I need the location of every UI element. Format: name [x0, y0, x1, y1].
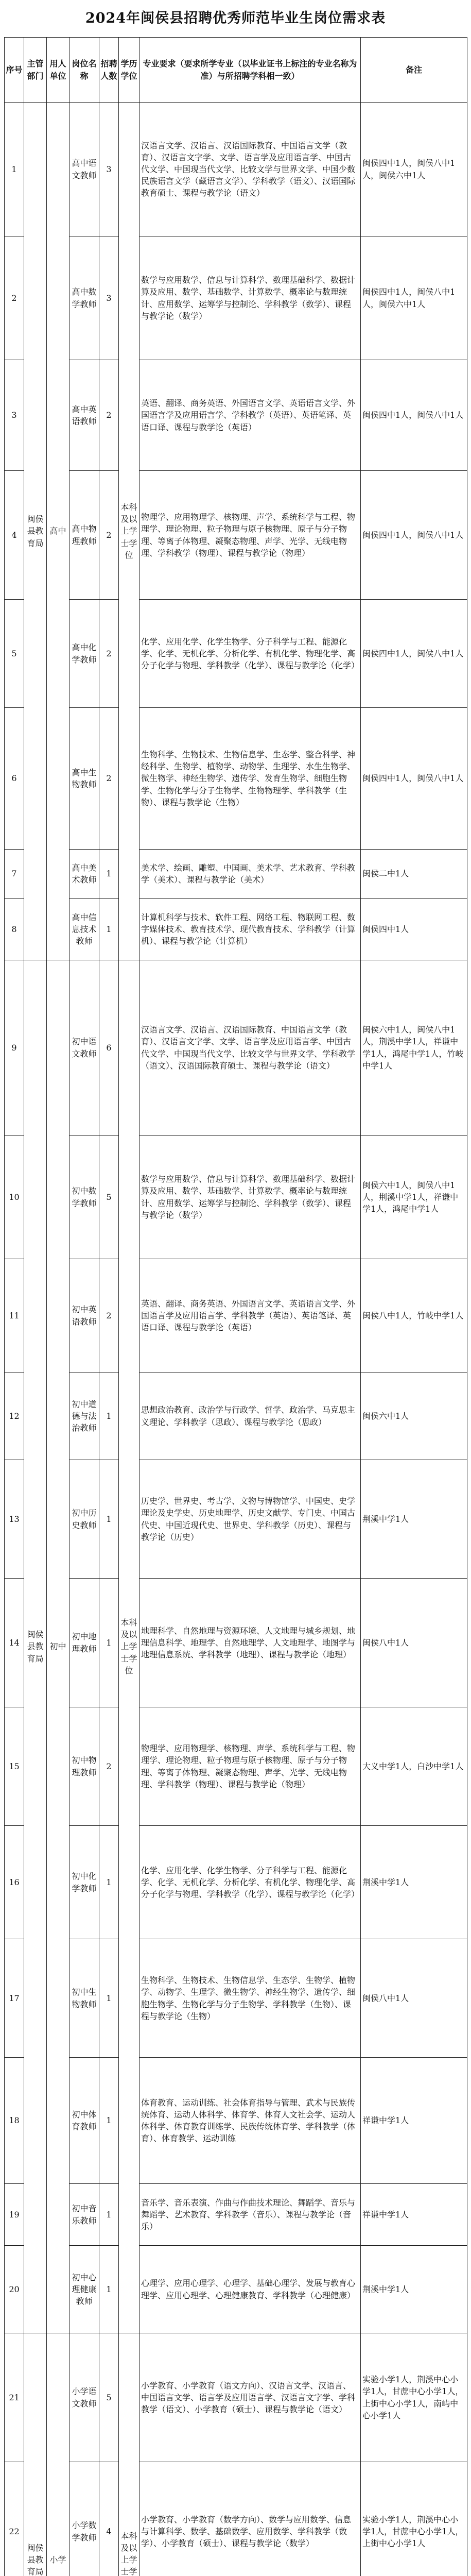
page-title: 2024年闽侯县招聘优秀师范毕业生岗位需求表 — [85, 10, 386, 26]
row-count: 5 — [99, 2333, 119, 2462]
row-post: 高中语文教师 — [69, 103, 99, 236]
table-row — [5, 1939, 467, 2058]
row-major: 小学教育、小学教育（语文方向）、汉语言文学、汉语言、中国语言文学、语言学及应用语言学、汉语言文字学、学科教学（语文）、小学教育（硕士）、课程与教学论（语文） — [139, 2333, 361, 2462]
row-major: 物理学、应用物理学、核物理、声学、系统科学与工程、物理学、理论物理、粒子物理与原子核物理、原子与分子物理、等离子体物理、凝聚态物理、声学、光学、无线电物理、学科教学（物理）、课程与教学论（物理） — [139, 471, 361, 600]
row-count: 1 — [99, 850, 119, 899]
row-seq: 9 — [5, 960, 24, 1136]
row-seq: 12 — [5, 1372, 24, 1460]
row-count: 5 — [99, 1136, 119, 1259]
row-post: 高中美术教师 — [69, 850, 99, 899]
row-count: 4 — [99, 2462, 119, 2576]
row-remark: 闽侯四中1人 — [361, 899, 467, 960]
row-count: 2 — [99, 1259, 119, 1372]
row-major: 汉语言文学、汉语言、汉语国际教育、中国语言文学（教育）、汉语言文字学、文学、语言学及应用语言学、中国古代文学、中国现当代文学、比较文学与世界文学、中国少数民族语言文学（藏语言文学）、学科教学（语文）、汉语国际教育硕士、课程与教学论（语文） — [139, 103, 361, 236]
row-remark: 闽侯四中1人，闽侯八中1人 — [361, 708, 467, 850]
row-post: 初中数学教师 — [69, 1136, 99, 1259]
row-major: 小学教育、小学教育（数学方向）、数学与应用数学、信息与计算科学、数学、基础数学、应用数学、学科教学（数学）、小学教育（硕士）、课程与教学论（数学） — [139, 2462, 361, 2576]
row-remark: 闽侯八中1人 — [361, 1939, 467, 2058]
row-major: 化学、应用化学、化学生物学、分子科学与工程、能源化学、化学、无机化学、分析化学、有机化学、物理化学、高分子化学与物理、学科教学（化学）、课程与教学论（化学） — [139, 600, 361, 708]
row-remark: 荆溪中学1人 — [361, 1460, 467, 1579]
row-count: 2 — [99, 1707, 119, 1826]
row-seq: 5 — [5, 600, 24, 708]
row-count: 3 — [99, 236, 119, 360]
table-row — [5, 2333, 467, 2462]
row-count: 1 — [99, 1939, 119, 2058]
row-remark: 大义中学1人，白沙中学1人 — [361, 1707, 467, 1826]
row-major: 计算机科学与技术、软件工程、网络工程、物联网工程、数字媒体技术、教育技术学、现代教育技术、学科教学（计算机）、课程与教学论（计算机） — [139, 899, 361, 960]
row-major: 英语、翻译、商务英语、外国语言文学、英语语言文学、外国语言学及应用语言学、学科教学（英语）、英语笔译、英语口译、课程与教学论（英语） — [139, 360, 361, 471]
row-remark: 实验小学1人，荆溪中心小学1人，甘蔗中心小学1人，上街中心小学1人，南屿中心小学1人 — [361, 2333, 467, 2462]
row-remark: 闽侯六中1人，闽侯八中1人，荆溪中学1人，祥谦中学1人，鸿尾中学1人 — [361, 1136, 467, 1259]
dept-cell: 闽侯县教育局 — [24, 2333, 47, 2576]
table-row — [5, 2058, 467, 2184]
row-count: 1 — [99, 899, 119, 960]
table-row — [5, 960, 467, 1136]
row-seq: 18 — [5, 2058, 24, 2184]
row-post: 高中物理教师 — [69, 471, 99, 600]
recruitment-table — [4, 37, 467, 2576]
header-post: 岗位名称 — [69, 38, 99, 103]
row-major: 美术学、绘画、雕塑、中国画、美术学、艺术教育、学科教学（美术）、课程与教学论（美术） — [139, 850, 361, 899]
table-row — [5, 1826, 467, 1939]
table-row — [5, 2184, 467, 2246]
row-post: 高中数学教师 — [69, 236, 99, 360]
row-post: 高中信息技术教师 — [69, 899, 99, 960]
table-row — [5, 1707, 467, 1826]
row-post: 初中英语教师 — [69, 1259, 99, 1372]
row-seq: 20 — [5, 2246, 24, 2333]
school-level-cell: 初中 — [47, 960, 69, 2333]
row-remark: 闽侯二中1人 — [361, 850, 467, 899]
row-seq: 8 — [5, 899, 24, 960]
row-remark: 荆溪中学1人 — [361, 1826, 467, 1939]
row-count: 1 — [99, 1372, 119, 1460]
row-major: 音乐学、音乐表演、作曲与作曲技术理论、舞蹈学、音乐与舞蹈学、艺术教育、学科教学（音乐）、课程与教学论（音乐） — [139, 2184, 361, 2246]
row-remark: 闽侯四中1人，闽侯八中1人 — [361, 360, 467, 471]
table-row — [5, 600, 467, 708]
row-count: 2 — [99, 360, 119, 471]
header-seq: 序号 — [5, 38, 24, 103]
row-post: 高中生物教师 — [69, 708, 99, 850]
row-count: 2 — [99, 708, 119, 850]
header-unit: 用人单位 — [47, 38, 69, 103]
row-seq: 14 — [5, 1579, 24, 1707]
row-seq: 13 — [5, 1460, 24, 1579]
row-count: 1 — [99, 2246, 119, 2333]
table-body — [5, 103, 467, 2576]
row-post: 初中道德与法治教师 — [69, 1372, 99, 1460]
row-post: 初中音乐教师 — [69, 2184, 99, 2246]
row-major: 化学、应用化学、化学生物学、分子科学与工程、能源化学、化学、无机化学、分析化学、有机化学、物理化学、高分子化学与物理、学科教学（化学）、课程与教学论（化学） — [139, 1826, 361, 1939]
row-count: 2 — [99, 600, 119, 708]
table-row — [5, 1579, 467, 1707]
row-seq: 19 — [5, 2184, 24, 2246]
row-major: 数学与应用数学、信息与计算科学、数理基础科学、数据计算及应用、数学、基础数学、计算数学、概率论与数理统计、应用数学、运筹学与控制论、学科教学（数学）、课程与教学论（数学） — [139, 236, 361, 360]
row-seq: 17 — [5, 1939, 24, 2058]
table-row — [5, 236, 467, 360]
table-row — [5, 2462, 467, 2576]
row-post: 初中历史教师 — [69, 1460, 99, 1579]
row-seq: 6 — [5, 708, 24, 850]
row-post: 初中语文教师 — [69, 960, 99, 1136]
row-major: 英语、翻译、商务英语、外国语言文学、英语语言文学、外国语言学及应用语言学、学科教学（英语）、英语笔译、英语口译、课程与教学论（英语） — [139, 1259, 361, 1372]
row-major: 生物科学、生物技术、生物信息学、生态学、整合科学、神经科学、生物学、植物学、动物学、生理学、水生生物学、微生物学、神经生物学、遗传学、发育生物学、细胞生物学、生物化学与分子生物学、生物物理学、学科教学（生物）、课程与教学论（生物） — [139, 708, 361, 850]
table-row — [5, 850, 467, 899]
row-remark: 闽侯四中1人，闽侯八中1人 — [361, 600, 467, 708]
row-count: 1 — [99, 1826, 119, 1939]
row-post: 初中心理健康教师 — [69, 2246, 99, 2333]
row-count: 2 — [99, 471, 119, 600]
row-seq: 22 — [5, 2462, 24, 2576]
row-seq: 4 — [5, 471, 24, 600]
row-seq: 11 — [5, 1259, 24, 1372]
row-remark: 实验小学1人，荆溪中心小学1人，甘蔗中心小学1人，上街中心小学1人 — [361, 2462, 467, 2576]
row-major: 历史学、世界史、考古学、文物与博物馆学、中国史、史学理论及史学史、历史地理学、历史文献学、专门史、中国古代史、中国近现代史、世界史、学科教学（历史）、课程与教学论（历史） — [139, 1460, 361, 1579]
header-row — [5, 38, 467, 103]
table-row — [5, 471, 467, 600]
row-remark: 闽侯八中1人，竹岐中学1人 — [361, 1259, 467, 1372]
row-post: 小学语文教师 — [69, 2333, 99, 2462]
dept-cell: 闽侯县教育局 — [24, 103, 47, 960]
row-count: 1 — [99, 2058, 119, 2184]
table-row — [5, 899, 467, 960]
row-count: 1 — [99, 1460, 119, 1579]
header-dept: 主管部门 — [24, 38, 47, 103]
row-remark: 祥谦中学1人 — [361, 2058, 467, 2184]
row-remark: 闽侯六中1人 — [361, 1372, 467, 1460]
row-post: 初中物理教师 — [69, 1707, 99, 1826]
header-count: 招聘人数 — [99, 38, 119, 103]
row-major: 心理学、应用心理学、心理学、基础心理学、发展与教育心理学、应用心理学、心理健康教育、学科教学（心理健康） — [139, 2246, 361, 2333]
table-row — [5, 360, 467, 471]
row-seq: 3 — [5, 360, 24, 471]
row-major: 地理科学、自然地理与资源环境、人文地理与城乡规划、地理信息科学、地理学、自然地理学、人文地理学、地图学与地理信息系统、学科教学（地理）、课程与教学论（地理） — [139, 1579, 361, 1707]
row-count: 6 — [99, 960, 119, 1136]
row-post: 小学数学教师 — [69, 2462, 99, 2576]
row-count: 1 — [99, 2184, 119, 2246]
table-row — [5, 2246, 467, 2333]
edu-cell: 本科及以上学士学位 — [119, 103, 139, 960]
table-row — [5, 1136, 467, 1259]
edu-cell: 本科及以上学士学 — [119, 2333, 139, 2576]
table-row — [5, 708, 467, 850]
row-major: 物理学、应用物理学、核物理、声学、系统科学与工程、物理学、理论物理、粒子物理与原子核物理、原子与分子物理、等离子体物理、凝聚态物理、声学、光学、无线电物理、学科教学（物理）、课程与教学论（物理） — [139, 1707, 361, 1826]
school-level-cell: 高中 — [47, 103, 69, 960]
row-count: 3 — [99, 103, 119, 236]
row-seq: 21 — [5, 2333, 24, 2462]
row-post: 高中化学教师 — [69, 600, 99, 708]
row-count: 1 — [99, 1579, 119, 1707]
row-post: 高中英语教师 — [69, 360, 99, 471]
row-remark: 荆溪中学1人 — [361, 2246, 467, 2333]
row-seq: 15 — [5, 1707, 24, 1826]
header-edu: 学历学位 — [119, 38, 139, 103]
edu-cell: 本科及以上学士学位 — [119, 960, 139, 2333]
row-post: 初中生物教师 — [69, 1939, 99, 2058]
table-row — [5, 103, 467, 236]
row-post: 初中化学教师 — [69, 1826, 99, 1939]
row-remark: 闽侯六中1人，闽侯八中1人，荆溪中学1人，祥谦中学1人，鸿尾中学1人，竹岐中学1人 — [361, 960, 467, 1136]
row-major: 数学与应用数学、信息与计算科学、数理基础科学、数据计算及应用、数学、基础数学、计算数学、概率论与数理统计、应用数学、运筹学与控制论、学科教学（数学）、课程与教学论（数学） — [139, 1136, 361, 1259]
row-seq: 1 — [5, 103, 24, 236]
row-post: 初中体育教师 — [69, 2058, 99, 2184]
row-remark: 闽侯八中1人 — [361, 1579, 467, 1707]
school-level-cell: 小学 — [47, 2333, 69, 2576]
row-major: 体育教育、运动训练、社会体育指导与管理、武术与民族传统体育、运动人体科学、体育学、体育人文社会学、运动人体科学、体育教育训练学、民族传统体育学、学科教学（体育）、体育教学、运动训练 — [139, 2058, 361, 2184]
row-major: 思想政治教育、政治学与行政学、哲学、政治学、马克思主义理论、学科教学（思政）、课程与教学论（思政） — [139, 1372, 361, 1460]
row-seq: 7 — [5, 850, 24, 899]
row-post: 初中地理教师 — [69, 1579, 99, 1707]
row-remark: 祥谦中学1人 — [361, 2184, 467, 2246]
table-row — [5, 1372, 467, 1460]
row-major: 汉语言文学、汉语言、汉语国际教育、中国语言文学（教育）、汉语言文字学、文学、语言学及应用语言学、中国古代文学、中国现当代文学、比较文学与世界文学、学科教学（语文）、汉语国际教育硕士、课程与教学论（语文） — [139, 960, 361, 1136]
row-remark: 闽侯四中1人，闽侯八中1人，闽侯六中1人 — [361, 103, 467, 236]
row-seq: 2 — [5, 236, 24, 360]
dept-cell: 闽侯县教育局 — [24, 960, 47, 2333]
row-remark: 闽侯四中1人，闽侯八中1人 — [361, 471, 467, 600]
row-seq: 10 — [5, 1136, 24, 1259]
header-remark: 备注 — [361, 38, 467, 103]
header-major: 专业要求（要求所学专业（以毕业证书上标注的专业名称为准）与所招聘学科相一致） — [139, 38, 361, 103]
table-row — [5, 1460, 467, 1579]
row-seq: 16 — [5, 1826, 24, 1939]
row-major: 生物科学、生物技术、生物信息学、生态学、生物学、植物学、动物学、生理学、微生物学、神经生物学、遗传学、细胞生物学、生物化学与分子生物学、学科教学（生物）、课程与教学论（生物） — [139, 1939, 361, 2058]
row-remark: 闽侯四中1人，闽侯八中1人，闽侯六中1人 — [361, 236, 467, 360]
table-row — [5, 1259, 467, 1372]
